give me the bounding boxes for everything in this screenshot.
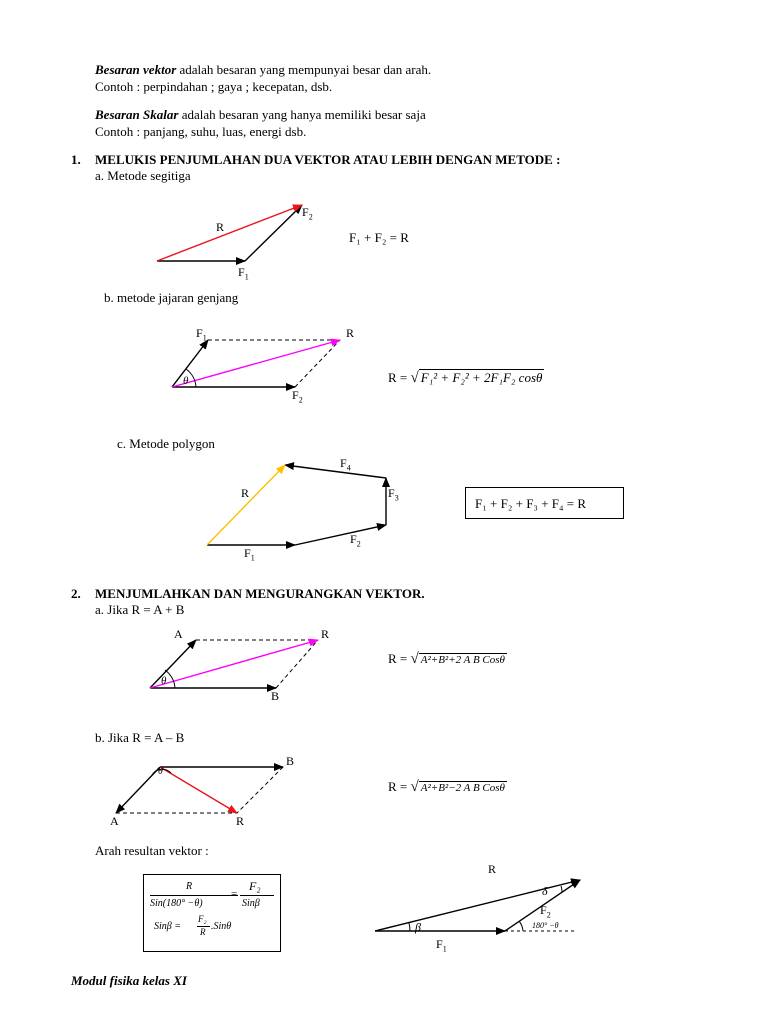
label-a: A — [110, 814, 119, 828]
label-r: R — [241, 486, 250, 500]
polygon-formula: F₁ + F₂ + F₃ + F₄ = R — [475, 496, 587, 511]
theta-label: θ — [183, 375, 189, 387]
skalar-example: Contoh : panjang, suhu, luas, energi dsb. — [95, 124, 307, 139]
theta-label: θ — [161, 675, 167, 687]
sin-theta-rhs: .Sinθ — [211, 921, 232, 932]
label-f2: $F_2$ — [302, 205, 313, 222]
frac2-denominator: Sinβ — [242, 898, 260, 909]
label-r: R — [488, 862, 497, 876]
frac1-numerator: R — [186, 881, 193, 892]
case-a-label: a. Jika R = A + B — [95, 602, 185, 617]
label-angle: 180° −θ — [532, 921, 559, 930]
label-f1: $F_1$ — [244, 546, 255, 563]
label-f4: $F_4$ — [340, 456, 351, 473]
case-b-label: b. Jika R = A – B — [95, 730, 185, 745]
section2-number: 2. — [71, 586, 81, 601]
frac1-denominator: Sin(180° −θ) — [150, 898, 203, 909]
label-r: R — [236, 814, 245, 828]
vektor-example: Contoh : perpindahan ; gaya ; kecepatan, dsb. — [95, 79, 333, 94]
angle-arc — [519, 921, 523, 931]
footer: Modul fisika kelas XI — [71, 973, 187, 988]
label-r: R — [216, 220, 225, 234]
line2-numerator: F₂ — [198, 914, 207, 924]
section1-number: 1. — [71, 152, 81, 167]
method-b-label: b. metode jajaran genjang — [104, 290, 239, 305]
beta-arc — [409, 923, 410, 931]
label-f2: $F_2$ — [540, 903, 551, 920]
label-a: A — [174, 627, 183, 641]
label-b: B — [286, 754, 295, 768]
section2-title: MENJUMLAHKAN DAN MENGURANGKAN VEKTOR. — [95, 586, 425, 601]
line2-denominator: R — [200, 927, 206, 937]
vektor-def-text: adalah besaran yang mempunyai besar dan arah. — [176, 62, 432, 77]
arah-label: Arah resultan vektor : — [95, 843, 209, 858]
frac2-numerator: F₂ — [249, 879, 261, 893]
label-beta: β — [415, 920, 421, 934]
vektor-term: Besaran vektor — [95, 62, 177, 77]
skalar-term: Besaran Skalar — [95, 107, 179, 122]
label-f1: $F_1$ — [436, 937, 447, 954]
addition-formula: R = √ A²+B²+2 A B Cosθ — [388, 651, 505, 667]
delta-arc — [561, 886, 562, 892]
triangle-formula: F₁ + F₂ = R — [349, 230, 409, 245]
theta-label: θ — [158, 766, 163, 777]
label-f2: $F_2$ — [292, 388, 303, 405]
label-b: B — [271, 689, 280, 703]
equals-sign: = — [231, 888, 238, 900]
label-f3: $F_3$ — [388, 486, 399, 503]
label-f1: $F_1$ — [196, 326, 207, 343]
label-f2: $F_2$ — [350, 532, 361, 549]
method-a-label: a. Metode segitiga — [95, 168, 191, 183]
subtraction-formula: R = √ A²+B²−2 A B Cosθ — [388, 779, 505, 795]
label-r: R — [321, 627, 330, 641]
label-delta: δ — [542, 884, 548, 898]
sin-beta-lhs: Sinβ = — [154, 921, 182, 932]
parallelogram-formula: R = √ F₁² + F₂² + 2F₁F₂ cosθ — [388, 370, 543, 386]
label-r: R — [346, 326, 355, 340]
method-c-label: c. Metode polygon — [117, 436, 215, 451]
label-f1: $F_1$ — [238, 265, 249, 282]
skalar-def-text: adalah besaran yang hanya memiliki besar saja — [178, 107, 426, 122]
section1-title: MELUKIS PENJUMLAHAN DUA VEKTOR ATAU LEBIH DENGAN METODE : — [95, 152, 561, 167]
